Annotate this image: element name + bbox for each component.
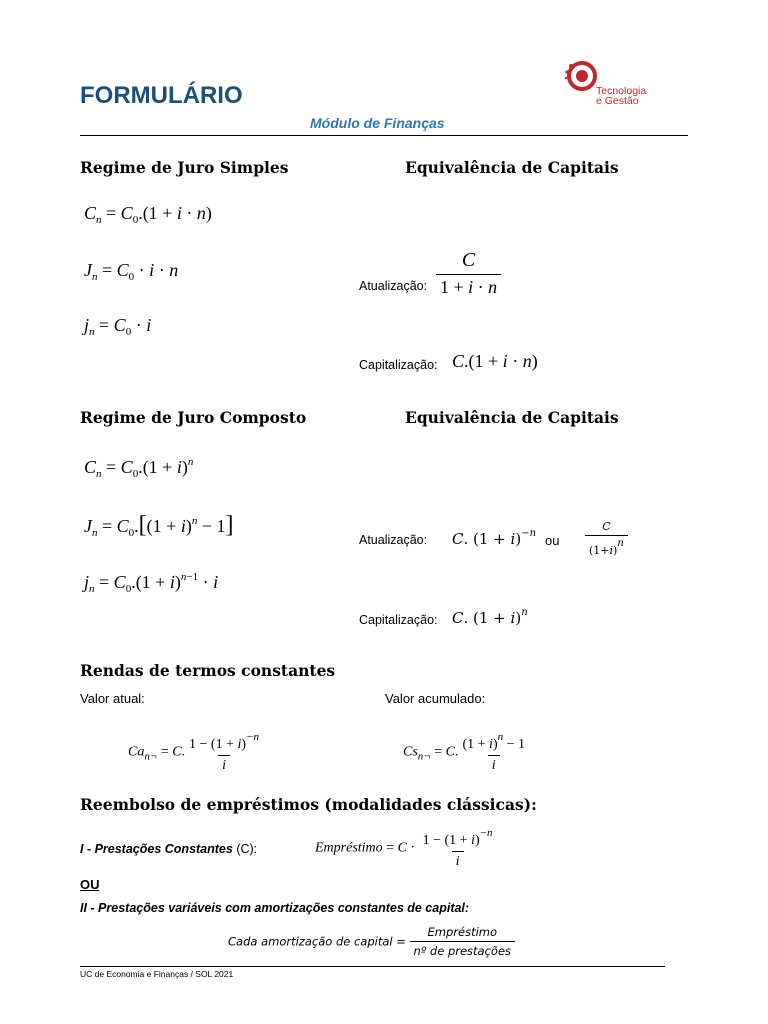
prestacoes-constantes-text: I - Prestações Constantes: [80, 842, 233, 856]
page-title: FORMULÁRIO: [80, 82, 243, 109]
heading-rendas: Rendas de termos constantes: [80, 661, 336, 680]
label-valor-acumulado: Valor acumulado:: [385, 691, 486, 706]
logo-text: Tecnologia e Gestão: [596, 85, 647, 107]
formula-atualizacao-fraction: $\frac{C}{(1+i)^n}$: [585, 520, 628, 557]
cada-amortizacao-text: Cada amortização de capital =: [228, 934, 406, 949]
label-valor-atual: Valor atual:: [80, 691, 145, 706]
formula-simples-jn: $J_n = C_0 \cdot i \cdot n$: [84, 260, 179, 283]
amortizacao-numerator: Empréstimo: [427, 925, 498, 939]
label-ou: OU: [80, 877, 100, 892]
page-subtitle: Módulo de Finanças: [310, 115, 445, 131]
formula-emprestimo: Empréstimo = C · $\frac{1 - (1 + i)^{-n}}{i}$: [315, 827, 493, 869]
label-atualizacao-2: Atualização:: [359, 533, 428, 547]
formula-composto-jn-lower: $j_n = C_0.(1 + i)^{n-1} \cdot i$: [84, 571, 219, 595]
heading-equivalencia-2: Equivalência de Capitais: [405, 408, 619, 427]
label-prestacoes-constantes: [80, 842, 257, 856]
label-capitalizacao-1: Capitalização:: [359, 358, 438, 372]
ipbeja-logo: [540, 58, 650, 114]
label-prestacoes-variaveis: II - Prestações variáveis com amortizações constantes de capital:: [80, 901, 470, 915]
header-divider: [80, 135, 688, 136]
heading-juro-simples: Regime de Juro Simples: [80, 158, 289, 177]
formula-simples-jn-lower: $j_n = C_0 \cdot i$: [84, 315, 152, 338]
label-atualizacao-1: Atualização:: [359, 279, 428, 293]
footer-text: UC de Economia e Finanças / SOL 2021: [80, 969, 234, 979]
formula-simples-cn: $C_n = C_0.(1 + i \cdot n)$: [84, 203, 212, 226]
formula-valor-atual: $Ca_{n\neg} = C$. $\frac{1 - (1 + i)^{-n}}{i}$: [128, 731, 259, 773]
formula-composto-cn: $C_n = C_0.(1 + i)^n$: [84, 456, 194, 480]
formula-atualizacao-composto: C. $(1 + i)^{-n}$: [452, 528, 537, 548]
formula-composto-jn: $J_n = C_0.[(1 + i)^n - 1]$: [84, 512, 234, 539]
formula-atualizacao-simples: $\frac{C}{1 + i \cdot n}$: [436, 249, 501, 298]
heading-reembolso: Reembolso de empréstimos (modalidades clássicas):: [80, 795, 537, 814]
label-capitalizacao-2: Capitalização:: [359, 613, 438, 627]
heading-juro-composto: Regime de Juro Composto: [80, 408, 307, 427]
heading-equivalencia-1: Equivalência de Capitais: [405, 158, 619, 177]
formula-capitalizacao-simples: C.(1 + i · n): [452, 351, 538, 371]
formula-amortizacao: [228, 925, 515, 958]
label-ou-equivalencia: ou: [545, 533, 560, 548]
footer-divider: [80, 966, 665, 967]
amortizacao-denominator: nº de prestações: [410, 941, 515, 958]
formula-capitalizacao-composto: C. $(1 + i)^n$: [452, 607, 528, 627]
prestacoes-constantes-suffix: (C):: [232, 842, 258, 856]
formula-valor-acumulado: $Cs_{n\neg} = C$. $\frac{(1 + i)^n - 1}{i}$: [403, 731, 526, 773]
